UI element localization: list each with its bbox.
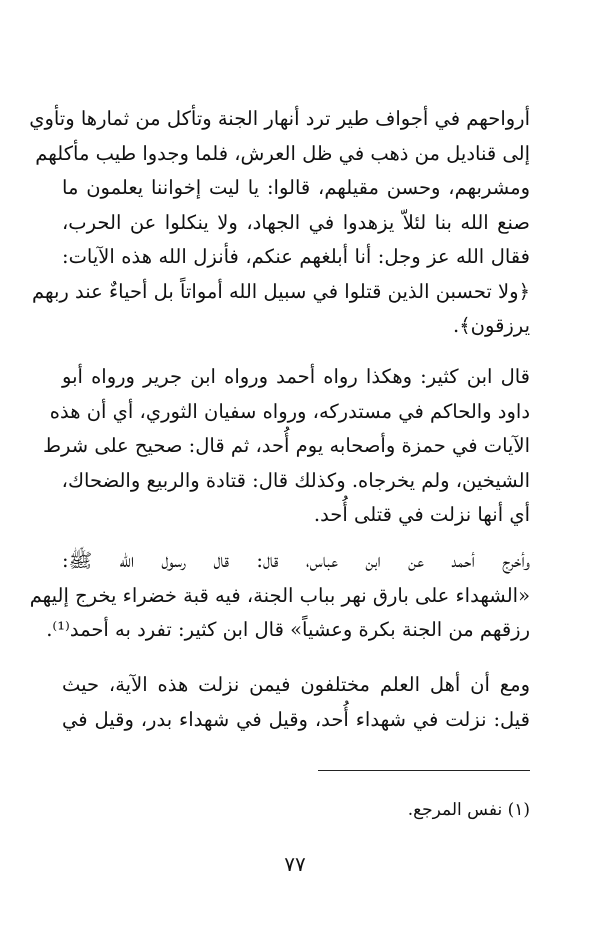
paragraph-4 bbox=[62, 668, 530, 737]
text-line: قال ابن كثير: وهكذا رواه أحمد ورواه ابن جرير ورواه أبو bbox=[62, 365, 530, 388]
footnote-separator bbox=[318, 770, 530, 771]
text-line: فقال الله عز وجل: أنا أبلغهم عنكم، فأنزل الله هذه الآيات: bbox=[62, 245, 530, 268]
text-line: صنع الله بنا لئلاّ يزهدوا في الجهاد، ولا ينكلوا عن الحرب، bbox=[62, 210, 530, 234]
text-line: ومع أن أهل العلم مختلفون فيمن نزلت هذه الآية، حيث bbox=[62, 673, 530, 696]
footnote: (١) نفس المرجع. bbox=[407, 800, 530, 820]
text-line: يرزقون﴾. bbox=[453, 314, 530, 337]
text-line: قيل: نزلت في شهداء أُحد، وقيل في شهداء بدر، وقيل في bbox=[62, 707, 530, 731]
text-line: وأخرج أحمد عن ابن عباس، قال: قال رسول الله ﷺ: bbox=[62, 549, 530, 572]
text-line: «الشهداء على بارق نهر بباب الجنة، فيه قبة خضراء يخرج إليهم bbox=[29, 583, 530, 607]
text-line: أرواحهم في أجواف طير ترد أنهار الجنة وتأكل من ثمارها وتأوي bbox=[29, 107, 530, 130]
paragraph-2 bbox=[42, 360, 530, 533]
text-line: الشيخين، ولم يخرجاه. وكذلك قال: قتادة والربيع والضحاك، bbox=[61, 468, 530, 492]
text-line: إلى قناديل من ذهب في ظل العرش، فلما وجدوا طيب مأكلهم bbox=[35, 141, 530, 165]
page-number: ٧٧ bbox=[284, 852, 306, 876]
text-line: الآيات في حمزة وأصحابه يوم أُحد، ثم قال: صحيح على شرط bbox=[42, 434, 530, 457]
paragraph-3 bbox=[29, 544, 530, 648]
paragraph-1 bbox=[29, 102, 530, 344]
text-line: ومشربهم، وحسن مقيلهم، قالوا: يا ليت إخواننا يعلمون ما bbox=[62, 176, 530, 199]
text-line: ﴿ولا تحسبن الذين قتلوا في سبيل الله أمواتاً بل أحياءٌ عند ربهم bbox=[32, 279, 530, 303]
text-line: داود والحاكم في مستدركه، ورواه سفيان الثوري، أي أن هذه bbox=[49, 399, 530, 423]
text-line: رزقهم من الجنة بكرة وعشياً» قال ابن كثير: تفرد به أحمد⁽¹⁾. bbox=[46, 618, 530, 641]
text-line: أي أنها نزلت في قتلى أُحد. bbox=[313, 503, 530, 526]
